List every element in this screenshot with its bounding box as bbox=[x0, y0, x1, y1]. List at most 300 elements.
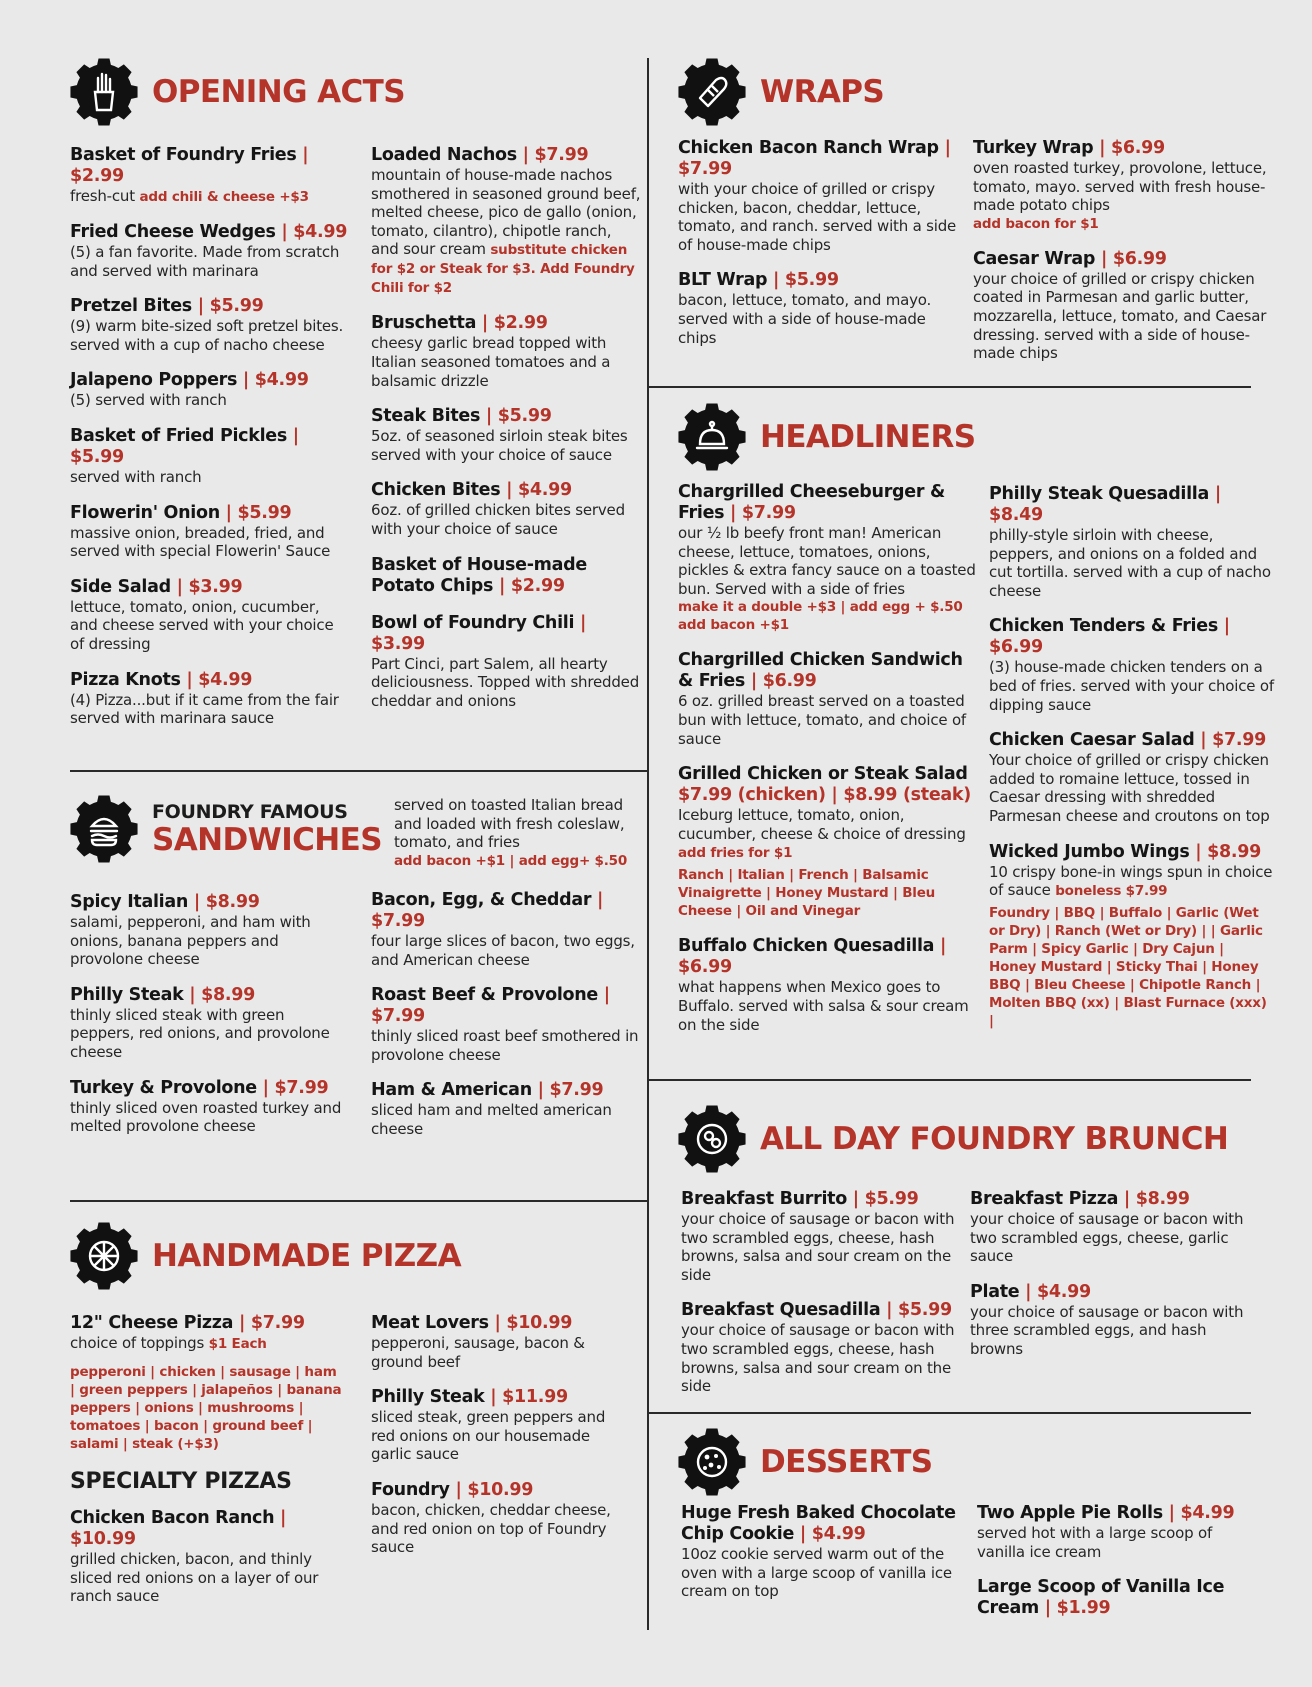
item-price: | $8.99 bbox=[193, 892, 260, 912]
item-extra: add bacon for $1 bbox=[973, 215, 1099, 232]
item-desc-text: with your choice of grilled or crispy chicken, bacon, cheddar, lettuce, tomato, and ranch. served with a side of house-made chips bbox=[678, 180, 957, 254]
menu-item bbox=[70, 426, 350, 487]
item-title: Breakfast Pizza bbox=[970, 1189, 1119, 1209]
item-desc bbox=[371, 1501, 631, 1557]
egg-plate-icon bbox=[678, 1105, 746, 1173]
item-desc bbox=[970, 1210, 1245, 1266]
divider-sandwiches-pizza bbox=[70, 1200, 648, 1202]
item-price: | $5.99 bbox=[197, 296, 264, 317]
item-desc-text: your choice of sausage or bacon with two scrambled eggs, cheese, hash browns, salsa and sour cream on the side bbox=[681, 1321, 955, 1396]
menu-item bbox=[977, 1503, 1247, 1561]
item-desc-text: (9) warm bite-sized soft pretzel bites. served with a cup of nacho cheese bbox=[70, 317, 344, 354]
item-name bbox=[977, 1503, 1247, 1524]
item-desc bbox=[70, 468, 350, 487]
item-title: Plate bbox=[970, 1281, 1020, 1302]
item-name bbox=[681, 1503, 961, 1545]
menu-item bbox=[989, 842, 1274, 1031]
menu-item bbox=[371, 313, 643, 390]
item-price: | $6.99 bbox=[1099, 138, 1165, 158]
item-title: Chicken Caesar Salad bbox=[989, 730, 1195, 751]
item-price: | $6.99 bbox=[678, 936, 947, 978]
item-title: Chargrilled Chicken Sandwich & Fries bbox=[678, 650, 963, 692]
fries-icon bbox=[70, 58, 138, 126]
headliners-header bbox=[678, 403, 975, 471]
item-name bbox=[70, 503, 350, 524]
menu-item bbox=[70, 670, 350, 728]
item-name bbox=[371, 145, 643, 166]
item-desc bbox=[70, 524, 350, 561]
item-title: Two Apple Pie Rolls bbox=[977, 1503, 1163, 1523]
menu-item bbox=[681, 1300, 956, 1395]
menu-item bbox=[70, 222, 350, 280]
item-desc bbox=[970, 1303, 1245, 1359]
item-title: Steak Bites bbox=[371, 406, 481, 427]
item-price: | $3.99 bbox=[176, 576, 243, 597]
item-title: Philly Steak Quesadilla bbox=[989, 484, 1210, 504]
wraps-header bbox=[678, 58, 884, 126]
item-price: | $3.99 bbox=[371, 612, 587, 654]
menu-item bbox=[70, 370, 350, 410]
menu-item bbox=[371, 985, 643, 1064]
item-title: Basket of House-made Potato Chips bbox=[371, 554, 587, 596]
desserts-left bbox=[681, 1503, 961, 1617]
item-price: | $2.99 bbox=[498, 575, 565, 596]
item-price: | $7.99 bbox=[1200, 730, 1267, 751]
item-desc bbox=[678, 180, 963, 254]
sandwiches-right bbox=[371, 890, 643, 1155]
menu-item bbox=[371, 1080, 643, 1138]
item-price: | $4.99 bbox=[799, 1524, 866, 1544]
pizza-title: HANDMADE PIZZA bbox=[152, 1237, 461, 1274]
item-desc-text: fresh-cut bbox=[70, 187, 135, 205]
opening-acts-title: OPENING ACTS bbox=[152, 73, 405, 110]
item-title: Jalapeno Poppers bbox=[70, 370, 238, 391]
item-price: | $5.99 bbox=[886, 1300, 952, 1321]
item-title: Pretzel Bites bbox=[70, 296, 192, 317]
item-name bbox=[371, 406, 643, 427]
cookie-icon bbox=[678, 1428, 746, 1496]
item-price: | $6.99 bbox=[989, 616, 1230, 658]
item-price: | $2.99 bbox=[70, 145, 309, 186]
menu-item bbox=[989, 484, 1274, 600]
item-name bbox=[371, 1313, 631, 1334]
item-title: Fried Cheese Wedges bbox=[70, 222, 276, 242]
item-price: | $7.99 bbox=[678, 138, 951, 179]
opening-acts-right bbox=[371, 145, 643, 726]
menu-item bbox=[70, 1313, 345, 1353]
item-price: | $4.99 bbox=[186, 669, 253, 690]
item-price: | $7.99 bbox=[371, 985, 610, 1027]
item-title: Buffalo Chicken Quesadilla bbox=[678, 936, 935, 957]
menu-item bbox=[678, 270, 963, 347]
item-name bbox=[70, 892, 345, 913]
menu-item bbox=[371, 1480, 631, 1557]
item-desc bbox=[70, 1099, 345, 1136]
item-desc bbox=[371, 166, 643, 297]
item-name bbox=[70, 1313, 345, 1334]
menu-item bbox=[678, 936, 978, 1034]
item-title: Spicy Italian bbox=[70, 892, 189, 912]
item-desc-text: 10oz cookie served warm out of the oven with a large scoop of vanilla ice cream on top bbox=[681, 1545, 952, 1601]
item-price: | $7.99 bbox=[730, 503, 796, 523]
pizza-left-list bbox=[70, 1508, 345, 1606]
item-name bbox=[371, 1387, 631, 1408]
item-desc-text: thinly sliced steak with green peppers, red onions, and provolone cheese bbox=[70, 1005, 330, 1061]
item-desc-text: cheesy garlic bread topped with Italian seasoned tomatoes and a balsamic drizzle bbox=[371, 334, 611, 390]
menu-item bbox=[681, 1189, 956, 1284]
menu-item bbox=[371, 1313, 631, 1371]
item-title: 12" Cheese Pizza bbox=[70, 1313, 234, 1333]
headliners-left bbox=[678, 482, 978, 1050]
item-title: Basket of Foundry Fries bbox=[70, 145, 297, 165]
item-price: | $5.99 bbox=[772, 270, 839, 291]
item-price: | $10.99 bbox=[455, 1479, 534, 1500]
item-desc-text: Your choice of grilled or crispy chicken added to romaine lettuce, tossed in Caesar dressing with shredded Parmesan cheese and croutons on top bbox=[989, 751, 1270, 825]
item-price: | $4.99 bbox=[242, 370, 309, 391]
menu-item bbox=[678, 764, 978, 920]
item-desc bbox=[371, 1334, 631, 1371]
item-desc bbox=[973, 159, 1273, 215]
item-title: Ham & American bbox=[371, 1080, 532, 1101]
sandwiches-intro-block bbox=[394, 796, 644, 870]
menu-item bbox=[70, 985, 345, 1062]
item-title: Grilled Chicken or Steak Salad bbox=[678, 764, 968, 785]
item-price: | $4.99 bbox=[1168, 1503, 1235, 1523]
menu-item bbox=[371, 890, 643, 969]
item-price: | $5.99 bbox=[225, 502, 292, 523]
item-desc-text: served hot with a large scoop of vanilla ice cream bbox=[977, 1524, 1213, 1561]
item-name bbox=[371, 480, 643, 501]
item-name bbox=[973, 249, 1273, 270]
item-desc bbox=[371, 427, 643, 464]
item-desc bbox=[70, 1006, 345, 1062]
item-desc-text: your choice of grilled or crispy chicken coated in Parmesan and garlic butter, mozzarella, lettuce, tomato, and Caesar dressing. served with a side of house-made chips bbox=[973, 269, 1267, 363]
item-name bbox=[681, 1189, 956, 1210]
item-desc-text: philly-style sirloin with cheese, peppers, and onions on a folded and cut tortilla. served with a cup of nacho cheese bbox=[989, 526, 1271, 600]
item-title: Philly Steak bbox=[70, 984, 184, 1005]
item-desc-text: mountain of house-made nachos smothered in seasoned ground beef, melted cheese, pico de gallo (onion, tomato, cilantro), chipotle ranch, and sour cream bbox=[371, 166, 641, 259]
item-title: Chicken Bites bbox=[371, 480, 501, 501]
sandwiches-intro: served on toasted Italian bread and loaded with fresh coleslaw, tomato, and fries bbox=[394, 796, 625, 852]
item-desc-text: salami, pepperoni, and ham with onions, banana peppers and provolone cheese bbox=[70, 913, 311, 969]
center-divider bbox=[647, 58, 649, 1630]
item-desc bbox=[371, 1101, 643, 1138]
item-desc-text: grilled chicken, bacon, and thinly sliced red onions on a layer of our ranch sauce bbox=[70, 1550, 319, 1606]
menu-item bbox=[371, 1387, 631, 1464]
item-price: | $4.99 bbox=[1025, 1281, 1091, 1302]
item-title: Caesar Wrap bbox=[973, 248, 1096, 269]
item-desc-text: (4) Pizza...but if it came from the fair served with marinara sauce bbox=[70, 690, 339, 728]
item-title: Pizza Knots bbox=[70, 669, 181, 690]
item-desc-text: Part Cinci, part Salem, all hearty deliciousness. Topped with shredded cheddar and onions bbox=[371, 654, 640, 710]
item-desc-text: (5) served with ranch bbox=[70, 391, 227, 410]
item-desc bbox=[70, 1550, 345, 1606]
item-price: | $8.49 bbox=[989, 484, 1221, 525]
item-price: | $10.99 bbox=[494, 1313, 573, 1333]
specialty-pizzas-title: SPECIALTY PIZZAS bbox=[70, 1469, 292, 1494]
menu-item bbox=[371, 480, 643, 538]
menu-item bbox=[371, 406, 643, 464]
opening-acts-left bbox=[70, 145, 350, 744]
menu-item bbox=[371, 555, 643, 597]
item-title: Meat Lovers bbox=[371, 1313, 489, 1333]
burger-icon bbox=[70, 795, 138, 863]
item-price: | $5.99 bbox=[70, 425, 299, 467]
item-name bbox=[989, 616, 1274, 658]
item-title: Wicked Jumbo Wings bbox=[989, 841, 1190, 862]
item-extra: make it a double +$3 | add egg + $.50 add bacon +$1 bbox=[678, 599, 963, 634]
item-desc-text: 5oz. of seasoned sirloin steak bites served with your choice of sauce bbox=[371, 427, 628, 464]
item-extra: substitute chicken for $2 or Steak for $3. Add Foundry Chili for $2 bbox=[371, 242, 635, 297]
item-price: | $7.99 bbox=[262, 1077, 329, 1098]
item-desc bbox=[70, 391, 350, 410]
menu-item bbox=[973, 138, 1273, 233]
menu-item bbox=[970, 1189, 1245, 1266]
item-desc bbox=[371, 1408, 631, 1464]
item-extra: add fries for $1 bbox=[678, 845, 793, 862]
item-name bbox=[371, 985, 643, 1027]
menu-item bbox=[70, 892, 345, 969]
item-desc bbox=[989, 751, 1274, 825]
item-options: Ranch | Italian | French | Balsamic Vinaigrette | Honey Mustard | Bleu Cheese | Oil and Vinegar bbox=[678, 867, 936, 920]
item-desc-text: thinly sliced roast beef smothered in provolone cheese bbox=[371, 1027, 639, 1064]
item-desc bbox=[681, 1210, 956, 1284]
item-title: Turkey Wrap bbox=[973, 138, 1094, 158]
item-name bbox=[678, 482, 978, 524]
item-title: Foundry bbox=[371, 1479, 450, 1500]
item-desc bbox=[70, 243, 350, 280]
desserts-right bbox=[977, 1503, 1247, 1635]
item-name bbox=[371, 1080, 643, 1101]
item-desc-text: your choice of sausage or bacon with two scrambled eggs, cheese, hash browns, salsa and sour cream on the side bbox=[681, 1210, 955, 1284]
item-extra: $1 Each bbox=[208, 1336, 267, 1352]
item-desc bbox=[70, 691, 350, 728]
item-desc-text: served with ranch bbox=[70, 467, 202, 486]
item-name bbox=[989, 484, 1274, 526]
item-price: | $4.99 bbox=[281, 222, 348, 242]
item-desc-text: 6oz. of grilled chicken bites served with your choice of sauce bbox=[371, 501, 625, 538]
item-desc bbox=[70, 317, 350, 354]
item-name bbox=[678, 138, 963, 180]
item-price: | $8.99 bbox=[189, 984, 256, 1005]
item-desc-text: 6 oz. grilled breast served on a toasted bun with lettuce, tomato, and choice of sauce bbox=[678, 692, 967, 748]
item-desc bbox=[70, 1334, 345, 1353]
item-title: Chicken Tenders & Fries bbox=[989, 616, 1218, 637]
divider-wraps-headliners bbox=[648, 386, 1251, 388]
item-name bbox=[681, 1300, 956, 1321]
menu-item bbox=[678, 138, 963, 254]
item-desc bbox=[681, 1321, 956, 1395]
wraps-right bbox=[973, 138, 1273, 379]
item-title: Loaded Nachos bbox=[371, 145, 517, 165]
item-desc-text: (5) a fan favorite. Made from scratch and served with marinara bbox=[70, 243, 340, 280]
item-title: Turkey & Provolone bbox=[70, 1077, 257, 1098]
item-title: Side Salad bbox=[70, 576, 171, 597]
headliners-right bbox=[989, 484, 1274, 1046]
item-name bbox=[70, 296, 350, 317]
item-name bbox=[70, 670, 350, 691]
item-desc bbox=[70, 598, 350, 654]
item-desc bbox=[989, 658, 1274, 714]
item-desc bbox=[371, 334, 643, 390]
sandwiches-header bbox=[70, 795, 382, 863]
item-title: Philly Steak bbox=[371, 1387, 485, 1408]
pizza-toppings: pepperoni | chicken | sausage | ham | green peppers | jalapeños | banana peppers | onions | mushrooms | tomatoes | bacon | ground beef | salami | steak (+$3) bbox=[70, 1364, 342, 1452]
item-price: | $7.99 bbox=[238, 1313, 305, 1333]
item-title: Chargrilled Cheeseburger & Fries bbox=[678, 482, 945, 523]
headliners-title: HEADLINERS bbox=[760, 418, 976, 455]
item-price: | $7.99 bbox=[522, 145, 589, 165]
item-desc bbox=[681, 1545, 961, 1601]
item-name bbox=[678, 650, 978, 692]
item-name bbox=[678, 764, 978, 806]
wraps-left bbox=[678, 138, 963, 363]
menu-item bbox=[70, 1508, 345, 1606]
item-desc bbox=[678, 291, 963, 347]
item-name bbox=[678, 270, 963, 291]
item-title: Chicken Bacon Ranch bbox=[70, 1508, 275, 1528]
pizza-left-col bbox=[70, 1313, 345, 1622]
pizza-right bbox=[371, 1313, 631, 1573]
item-desc-text: (3) house-made chicken tenders on a bed of fries. served with your choice of dipping sauce bbox=[989, 658, 1274, 714]
item-price: | $5.99 bbox=[852, 1189, 919, 1209]
menu-item bbox=[989, 616, 1274, 714]
item-desc bbox=[989, 526, 1274, 600]
item-desc bbox=[678, 806, 978, 862]
item-desc-text: bacon, lettuce, tomato, and mayo. served with a side of house-made chips bbox=[678, 291, 932, 347]
item-desc bbox=[70, 913, 345, 969]
brunch-title: ALL DAY FOUNDRY BRUNCH bbox=[760, 1120, 1229, 1157]
item-title: Breakfast Burrito bbox=[681, 1189, 847, 1209]
menu-item bbox=[970, 1282, 1245, 1359]
item-desc bbox=[989, 863, 1274, 901]
item-name bbox=[371, 1480, 631, 1501]
item-desc-text: thinly sliced oven roasted turkey and melted provolone cheese bbox=[70, 1098, 342, 1136]
menu-item bbox=[70, 577, 350, 654]
item-title: Roast Beef & Provolone bbox=[371, 985, 598, 1006]
desserts-title: DESSERTS bbox=[760, 1443, 933, 1480]
item-title: Chicken Bacon Ranch Wrap bbox=[678, 138, 939, 158]
wraps-title: WRAPS bbox=[760, 73, 885, 110]
item-title: Huge Fresh Baked Chocolate Chip Cookie bbox=[681, 1503, 956, 1544]
item-name bbox=[70, 145, 350, 187]
divider-brunch-desserts bbox=[648, 1412, 1251, 1414]
item-options: Foundry | BBQ | Buffalo | Garlic (Wet or Dry) | Ranch (Wet or Dry) | | Garlic Parm | Spicy Garlic | Dry Cajun | Honey Mustard | Sticky Thai | Honey BBQ | Bleu Cheese | Chipotle Ranch | Molten BBQ (xx) | Blast Furnace (xxx) | bbox=[989, 905, 1267, 1030]
item-desc bbox=[371, 932, 643, 969]
item-name bbox=[70, 370, 350, 391]
menu-item bbox=[977, 1577, 1247, 1619]
item-price: | $4.99 bbox=[506, 480, 572, 501]
item-price: | $8.99 bbox=[1195, 841, 1262, 862]
pizza-icon bbox=[70, 1222, 138, 1290]
item-name bbox=[371, 555, 643, 597]
item-price: | $1.99 bbox=[1044, 1598, 1111, 1619]
item-desc-text: sliced ham and melted american cheese bbox=[371, 1101, 612, 1138]
brunch-header bbox=[678, 1105, 1228, 1173]
divider-headliners-brunch bbox=[648, 1079, 1251, 1081]
pizza-header bbox=[70, 1222, 461, 1290]
item-price: | $11.99 bbox=[490, 1387, 568, 1408]
item-name bbox=[70, 577, 350, 598]
item-desc bbox=[371, 655, 643, 711]
menu-item bbox=[70, 145, 350, 206]
wrap-icon bbox=[678, 58, 746, 126]
item-desc-text: your choice of sausage or bacon with three scrambled eggs, and hash browns bbox=[970, 1302, 1244, 1358]
item-name bbox=[70, 1508, 345, 1550]
item-desc-text: bacon, chicken, cheddar cheese, and red onion on top of Foundry sauce bbox=[371, 1500, 611, 1557]
item-desc bbox=[678, 692, 978, 748]
item-price: | $6.99 bbox=[750, 671, 817, 692]
item-price: | $6.99 bbox=[1100, 248, 1167, 269]
menu-item bbox=[678, 650, 978, 748]
item-name bbox=[70, 426, 350, 468]
brunch-left bbox=[681, 1189, 956, 1412]
item-name bbox=[70, 1078, 345, 1099]
menu-item bbox=[678, 482, 978, 634]
item-title: Flowerin' Onion bbox=[70, 502, 220, 523]
item-desc-text: massive onion, breaded, fried, and served with special Flowerin' Sauce bbox=[70, 523, 331, 561]
menu-item bbox=[681, 1503, 961, 1601]
item-price: | $2.99 bbox=[481, 313, 548, 334]
item-price: $7.99 (chicken) | $8.99 (steak) bbox=[678, 785, 971, 806]
menu-item bbox=[989, 730, 1274, 825]
item-desc-text: lettuce, tomato, onion, cucumber, and cheese served with your choice of dressing bbox=[70, 597, 334, 653]
item-desc bbox=[371, 501, 643, 538]
menu-item bbox=[371, 145, 643, 297]
item-name bbox=[371, 613, 643, 655]
item-title: Bacon, Egg, & Cheddar bbox=[371, 890, 592, 910]
item-price: | $7.99 bbox=[537, 1080, 604, 1101]
item-desc-text: four large slices of bacon, two eggs, and American cheese bbox=[371, 932, 635, 969]
item-extra: add chili & cheese +$3 bbox=[139, 189, 309, 205]
item-title: Breakfast Quesadilla bbox=[681, 1300, 881, 1321]
item-title: Large Scoop of Vanilla Ice Cream bbox=[977, 1577, 1225, 1619]
item-extra: boneless $7.99 bbox=[1055, 883, 1168, 900]
item-price: | $5.99 bbox=[485, 406, 552, 427]
item-desc-text: choice of toppings bbox=[70, 1334, 205, 1352]
item-desc bbox=[70, 187, 350, 206]
item-name bbox=[970, 1282, 1245, 1303]
item-price: | $10.99 bbox=[70, 1508, 287, 1549]
item-title: Bruschetta bbox=[371, 313, 477, 334]
brunch-right bbox=[970, 1189, 1245, 1375]
item-name bbox=[70, 985, 345, 1006]
sandwiches-title: SANDWICHES bbox=[152, 822, 382, 858]
item-desc bbox=[371, 1027, 643, 1064]
item-name bbox=[371, 313, 643, 334]
item-desc-text: sliced steak, green peppers and red onions on our housemade garlic sauce bbox=[371, 1408, 606, 1464]
item-title: BLT Wrap bbox=[678, 270, 768, 291]
sandwiches-intro-extra: add bacon +$1 | add egg+ $.50 bbox=[394, 852, 628, 869]
item-title: Bowl of Foundry Chili bbox=[371, 612, 575, 633]
divider-opening-sandwiches bbox=[70, 770, 648, 772]
item-desc-text: 10 crispy bone-in wings spun in choice of sauce bbox=[989, 862, 1273, 900]
cloche-icon bbox=[678, 403, 746, 471]
item-name bbox=[70, 222, 350, 243]
item-name bbox=[989, 842, 1274, 863]
item-desc-text: your choice of sausage or bacon with two scrambled eggs, cheese, garlic sauce bbox=[970, 1210, 1244, 1266]
menu-item bbox=[371, 613, 643, 711]
item-desc-text: oven roasted turkey, provolone, lettuce, tomato, mayo. served with fresh house-made potato chips bbox=[973, 159, 1267, 215]
opening-acts-header bbox=[70, 58, 405, 126]
item-title: Basket of Fried Pickles bbox=[70, 425, 287, 446]
item-desc bbox=[678, 978, 978, 1034]
item-desc bbox=[973, 270, 1273, 363]
item-name bbox=[973, 138, 1273, 159]
item-desc bbox=[678, 524, 978, 598]
item-name bbox=[970, 1189, 1245, 1210]
menu-item bbox=[973, 249, 1273, 363]
